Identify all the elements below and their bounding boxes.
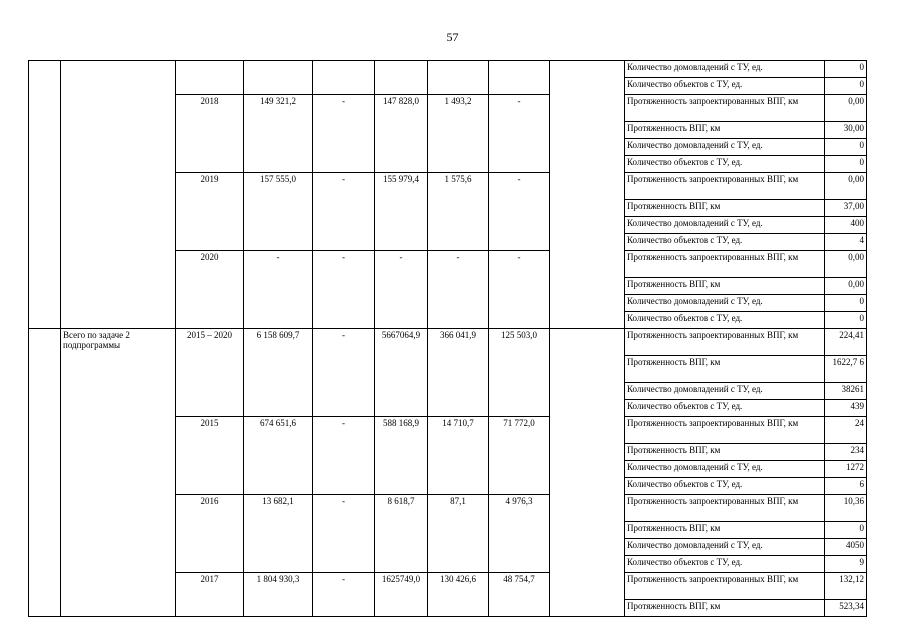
- indicator-name: Количество домовладений с ТУ, ед.: [625, 295, 825, 312]
- indicator-name: Протяженность запроектированных ВПГ, км: [625, 173, 825, 200]
- indicator-value: 132,12: [825, 573, 867, 600]
- indicator-name: Количество объектов с ТУ, ед.: [625, 400, 825, 417]
- indicator-value: 0: [825, 295, 867, 312]
- extra-cell: 48 754,7: [489, 573, 550, 617]
- regional-cell: 155 979,4: [375, 173, 428, 251]
- indicator-name: Протяженность ВПГ, км: [625, 278, 825, 295]
- indicator-value: 400: [825, 217, 867, 234]
- indicator-value: 224,41: [825, 329, 867, 356]
- indicator-value: 9: [825, 556, 867, 573]
- extra-cell: -: [489, 95, 550, 173]
- indicator-name: Протяженность ВПГ, км: [625, 444, 825, 461]
- extra-cell: -: [489, 251, 550, 329]
- local-cell: 1 493,2: [428, 95, 489, 173]
- indicator-name: Количество объектов с ТУ, ед.: [625, 78, 825, 95]
- year-cell: 2015 – 2020: [176, 329, 244, 417]
- federal-cell: -: [313, 173, 375, 251]
- federal-cell: -: [313, 329, 375, 417]
- indicator-name: Протяженность ВПГ, км: [625, 356, 825, 383]
- local-cell: 1 575,6: [428, 173, 489, 251]
- indicator-name: Протяженность запроектированных ВПГ, км: [625, 495, 825, 522]
- regional-cell: 1625749,0: [375, 573, 428, 617]
- year-cell: 2016: [176, 495, 244, 573]
- year-cell: 2018: [176, 95, 244, 173]
- indicator-name: Протяженность запроектированных ВПГ, км: [625, 251, 825, 278]
- indicator-name: Количество объектов с ТУ, ед.: [625, 156, 825, 173]
- extra-cell: 125 503,0: [489, 329, 550, 417]
- total-cell: 674 651,6: [244, 417, 313, 495]
- indicator-value: 0: [825, 61, 867, 78]
- local-cell: -: [428, 251, 489, 329]
- indicator-value: 234: [825, 444, 867, 461]
- indicator-value: 37,00: [825, 200, 867, 217]
- extra-cell: -: [489, 173, 550, 251]
- indicator-value: 0: [825, 78, 867, 95]
- indicator-value: 0,00: [825, 278, 867, 295]
- indicator-name: Количество домовладений с ТУ, ед.: [625, 461, 825, 478]
- indicator-value: 0: [825, 312, 867, 329]
- total-cell: 13 682,1: [244, 495, 313, 573]
- indicator-name: Количество объектов с ТУ, ед.: [625, 312, 825, 329]
- regional-cell: 8 618,7: [375, 495, 428, 573]
- indicator-name: Количество объектов с ТУ, ед.: [625, 556, 825, 573]
- total-cell: 1 804 930,3: [244, 573, 313, 617]
- indicator-name: Количество объектов с ТУ, ед.: [625, 478, 825, 495]
- local-cell: 130 426,6: [428, 573, 489, 617]
- year-cell: 2015: [176, 417, 244, 495]
- local-cell: 87,1: [428, 495, 489, 573]
- regional-cell: 588 168,9: [375, 417, 428, 495]
- local-cell: [428, 61, 489, 95]
- regional-cell: [375, 61, 428, 95]
- indicator-value: 0,00: [825, 95, 867, 122]
- federal-cell: -: [313, 495, 375, 573]
- indicator-value: 6: [825, 478, 867, 495]
- total-cell: 157 555,0: [244, 173, 313, 251]
- indicator-name: Количество домовладений с ТУ, ед.: [625, 61, 825, 78]
- extra-cell: 71 772,0: [489, 417, 550, 495]
- year-cell: [176, 61, 244, 95]
- indicator-value: 10,36: [825, 495, 867, 522]
- regional-cell: -: [375, 251, 428, 329]
- index-cell: [29, 329, 61, 617]
- indicator-name: Протяженность запроектированных ВПГ, км: [625, 573, 825, 600]
- indicator-name: Количество домовладений с ТУ, ед.: [625, 539, 825, 556]
- task-total-label: Всего по задаче 2 подпрограммы: [61, 329, 176, 617]
- indicator-value: 0,00: [825, 173, 867, 200]
- budget-table: [28, 60, 867, 617]
- regional-cell: 147 828,0: [375, 95, 428, 173]
- federal-cell: -: [313, 95, 375, 173]
- total-cell: -: [244, 251, 313, 329]
- federal-cell: -: [313, 251, 375, 329]
- indicator-name: Количество домовладений с ТУ, ед.: [625, 139, 825, 156]
- federal-cell: -: [313, 417, 375, 495]
- indicator-value: 24: [825, 417, 867, 444]
- indicator-value: 1622,7 6: [825, 356, 867, 383]
- federal-cell: -: [313, 573, 375, 617]
- indicator-value: 0: [825, 156, 867, 173]
- extra-cell: 4 976,3: [489, 495, 550, 573]
- executor-cell: [550, 329, 625, 617]
- regional-cell: 5667064,9: [375, 329, 428, 417]
- indicator-value: 38261: [825, 383, 867, 400]
- local-cell: 366 041,9: [428, 329, 489, 417]
- indicator-name: Протяженность запроектированных ВПГ, км: [625, 417, 825, 444]
- year-cell: 2017: [176, 573, 244, 617]
- indicator-value: 30,00: [825, 122, 867, 139]
- indicator-name: Протяженность ВПГ, км: [625, 522, 825, 539]
- indicator-value: 4: [825, 234, 867, 251]
- year-cell: 2020: [176, 251, 244, 329]
- total-cell: 149 321,2: [244, 95, 313, 173]
- local-cell: 14 710,7: [428, 417, 489, 495]
- indicator-value: 439: [825, 400, 867, 417]
- index-cell: [29, 61, 61, 329]
- federal-cell: [313, 61, 375, 95]
- indicator-name: Протяженность ВПГ, км: [625, 122, 825, 139]
- indicator-name: Протяженность ВПГ, км: [625, 600, 825, 617]
- indicator-name: Количество домовладений с ТУ, ед.: [625, 217, 825, 234]
- indicator-name: Протяженность ВПГ, км: [625, 200, 825, 217]
- indicator-value: 0: [825, 139, 867, 156]
- executor-cell: [550, 61, 625, 329]
- indicator-value: 523,34: [825, 600, 867, 617]
- indicator-value: 0: [825, 522, 867, 539]
- task-name-cell: [61, 61, 176, 329]
- year-cell: 2019: [176, 173, 244, 251]
- page-number: 57: [446, 30, 459, 44]
- extra-cell: [489, 61, 550, 95]
- indicator-name: Протяженность запроектированных ВПГ, км: [625, 95, 825, 122]
- indicator-value: 1272: [825, 461, 867, 478]
- indicator-name: Количество объектов с ТУ, ед.: [625, 234, 825, 251]
- total-cell: 6 158 609,7: [244, 329, 313, 417]
- total-cell: [244, 61, 313, 95]
- indicator-value: 4050: [825, 539, 867, 556]
- indicator-value: 0,00: [825, 251, 867, 278]
- indicator-name: Количество домовладений с ТУ, ед.: [625, 383, 825, 400]
- indicator-name: Протяженность запроектированных ВПГ, км: [625, 329, 825, 356]
